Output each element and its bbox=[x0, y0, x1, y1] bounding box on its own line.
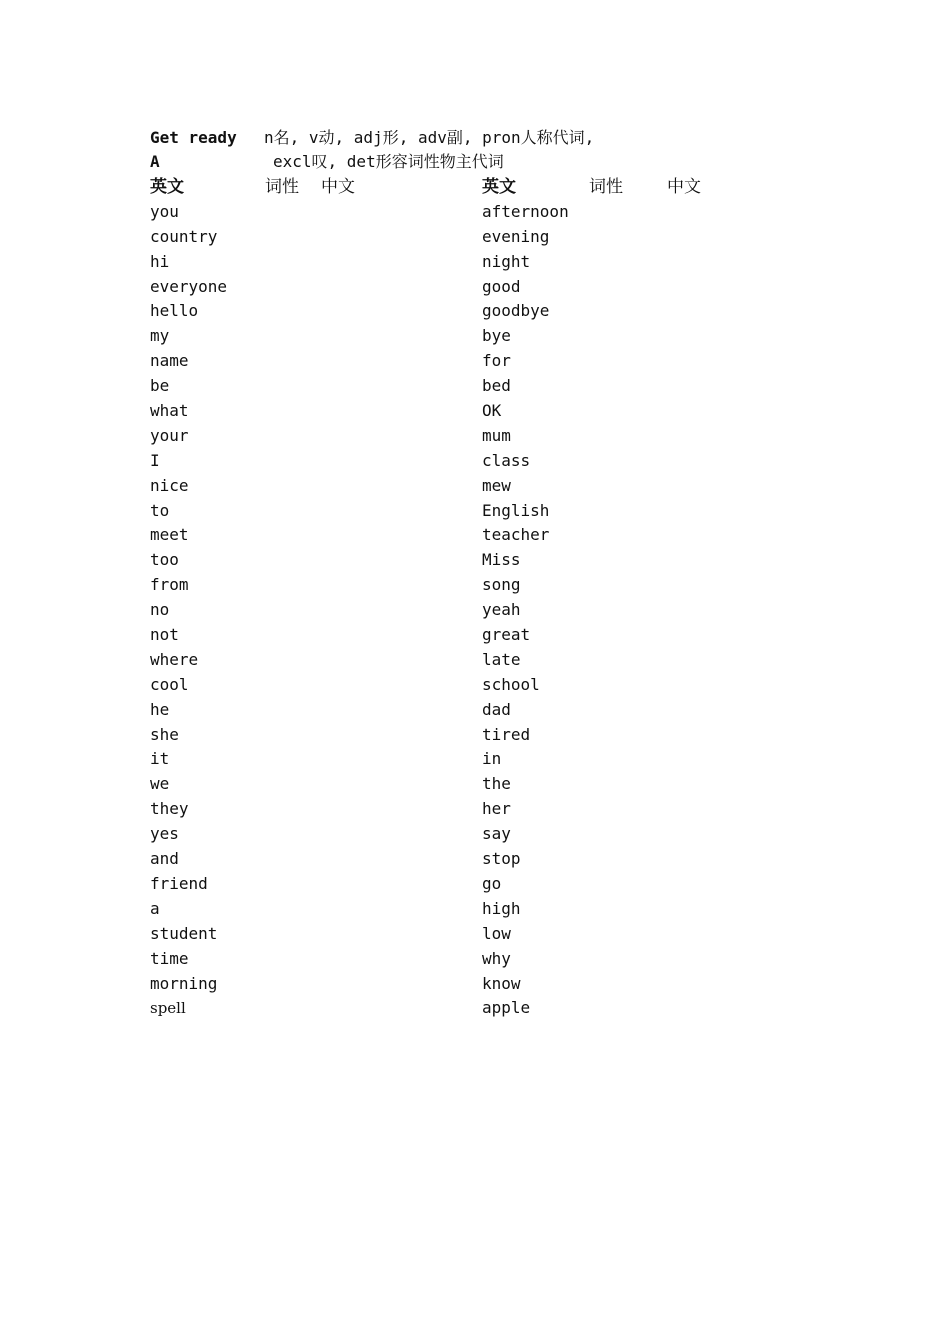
vocab-word: too bbox=[150, 550, 179, 570]
vocab-word: bye bbox=[482, 326, 511, 346]
column-header bbox=[482, 175, 782, 200]
vocab-word: say bbox=[482, 824, 511, 844]
vocab-word: country bbox=[150, 226, 218, 246]
vocab-word: low bbox=[482, 923, 511, 943]
vocab-word: you bbox=[150, 201, 179, 221]
vocab-word: why bbox=[482, 948, 511, 968]
vocab-word: in bbox=[482, 749, 502, 769]
vocab-column-left bbox=[150, 175, 470, 1021]
vocab-word: dad bbox=[482, 699, 511, 719]
vocab-word: go bbox=[482, 873, 502, 893]
vocab-word: for bbox=[482, 351, 511, 371]
vocab-word: mum bbox=[482, 425, 511, 445]
vocab-word: she bbox=[150, 724, 179, 744]
vocab-word: goodbye bbox=[482, 301, 550, 321]
vocab-word: yeah bbox=[482, 600, 521, 620]
vocab-word: everyone bbox=[150, 276, 228, 296]
vocab-word: hello bbox=[150, 301, 199, 321]
vocab-word: time bbox=[150, 948, 189, 968]
vocab-word: they bbox=[150, 799, 189, 819]
vocab-word: I bbox=[150, 450, 160, 470]
vocab-word: name bbox=[150, 351, 189, 371]
vocab-word: it bbox=[150, 749, 170, 769]
header-english: 英文 bbox=[150, 177, 184, 197]
vocab-word: meet bbox=[150, 525, 189, 545]
vocab-word: we bbox=[150, 774, 170, 794]
vocab-word: cool bbox=[150, 674, 189, 694]
header-english: 英文 bbox=[482, 177, 516, 197]
vocab-word: where bbox=[150, 649, 199, 669]
header-part-of-speech: 词性 bbox=[589, 177, 623, 197]
vocab-word: tired bbox=[482, 724, 531, 744]
word-list-left bbox=[150, 200, 470, 1021]
vocab-word: from bbox=[150, 575, 189, 595]
vocab-word: hi bbox=[150, 251, 170, 271]
unit-title: Get ready bbox=[150, 128, 237, 147]
vocab-word: high bbox=[482, 898, 521, 918]
vocab-word: evening bbox=[482, 226, 550, 246]
section-label: A bbox=[150, 152, 160, 171]
pos-legend-line-1: n名, v动, adj形, adv副, pron人称代词, bbox=[264, 128, 595, 147]
vocab-word: be bbox=[150, 376, 170, 396]
vocab-word: your bbox=[150, 425, 189, 445]
column-header bbox=[150, 175, 470, 200]
vocab-word: great bbox=[482, 625, 531, 645]
vocab-word: what bbox=[150, 401, 189, 421]
vocab-word: friend bbox=[150, 873, 208, 893]
vocab-word: class bbox=[482, 450, 531, 470]
subtitle-line bbox=[150, 150, 504, 174]
vocab-word: mew bbox=[482, 475, 511, 495]
vocab-word: OK bbox=[482, 401, 502, 421]
vocab-word: he bbox=[150, 699, 170, 719]
vocab-word: no bbox=[150, 600, 170, 620]
vocab-word: apple bbox=[482, 998, 531, 1018]
vocab-word: stop bbox=[482, 849, 521, 869]
vocab-word: school bbox=[482, 674, 540, 694]
vocab-word: the bbox=[482, 774, 511, 794]
vocab-word: afternoon bbox=[482, 201, 569, 221]
header-part-of-speech: 词性 bbox=[265, 177, 299, 197]
vocab-word: good bbox=[482, 276, 521, 296]
vocab-word: my bbox=[150, 326, 170, 346]
vocab-word: bed bbox=[482, 376, 511, 396]
vocab-word: teacher bbox=[482, 525, 550, 545]
vocab-word: not bbox=[150, 625, 179, 645]
vocab-word: spell bbox=[150, 999, 186, 1018]
vocab-word: know bbox=[482, 973, 521, 993]
pos-legend-line-2: excl叹, det形容词性物主代词 bbox=[273, 152, 504, 171]
vocab-word: student bbox=[150, 923, 218, 943]
header-chinese: 中文 bbox=[667, 177, 701, 197]
vocab-word: to bbox=[150, 500, 170, 520]
vocab-word: her bbox=[482, 799, 511, 819]
header-chinese: 中文 bbox=[321, 177, 355, 197]
word-list-right bbox=[482, 200, 782, 1021]
vocab-word: nice bbox=[150, 475, 189, 495]
title-line bbox=[150, 126, 594, 150]
vocab-word: late bbox=[482, 649, 521, 669]
vocab-word: song bbox=[482, 575, 521, 595]
vocab-word: Miss bbox=[482, 550, 521, 570]
vocab-word: yes bbox=[150, 824, 179, 844]
vocab-word: a bbox=[150, 898, 160, 918]
vocab-word: night bbox=[482, 251, 531, 271]
vocab-word: English bbox=[482, 500, 550, 520]
vocab-column-right bbox=[482, 175, 782, 1021]
vocab-word: and bbox=[150, 849, 179, 869]
vocab-word: morning bbox=[150, 973, 218, 993]
